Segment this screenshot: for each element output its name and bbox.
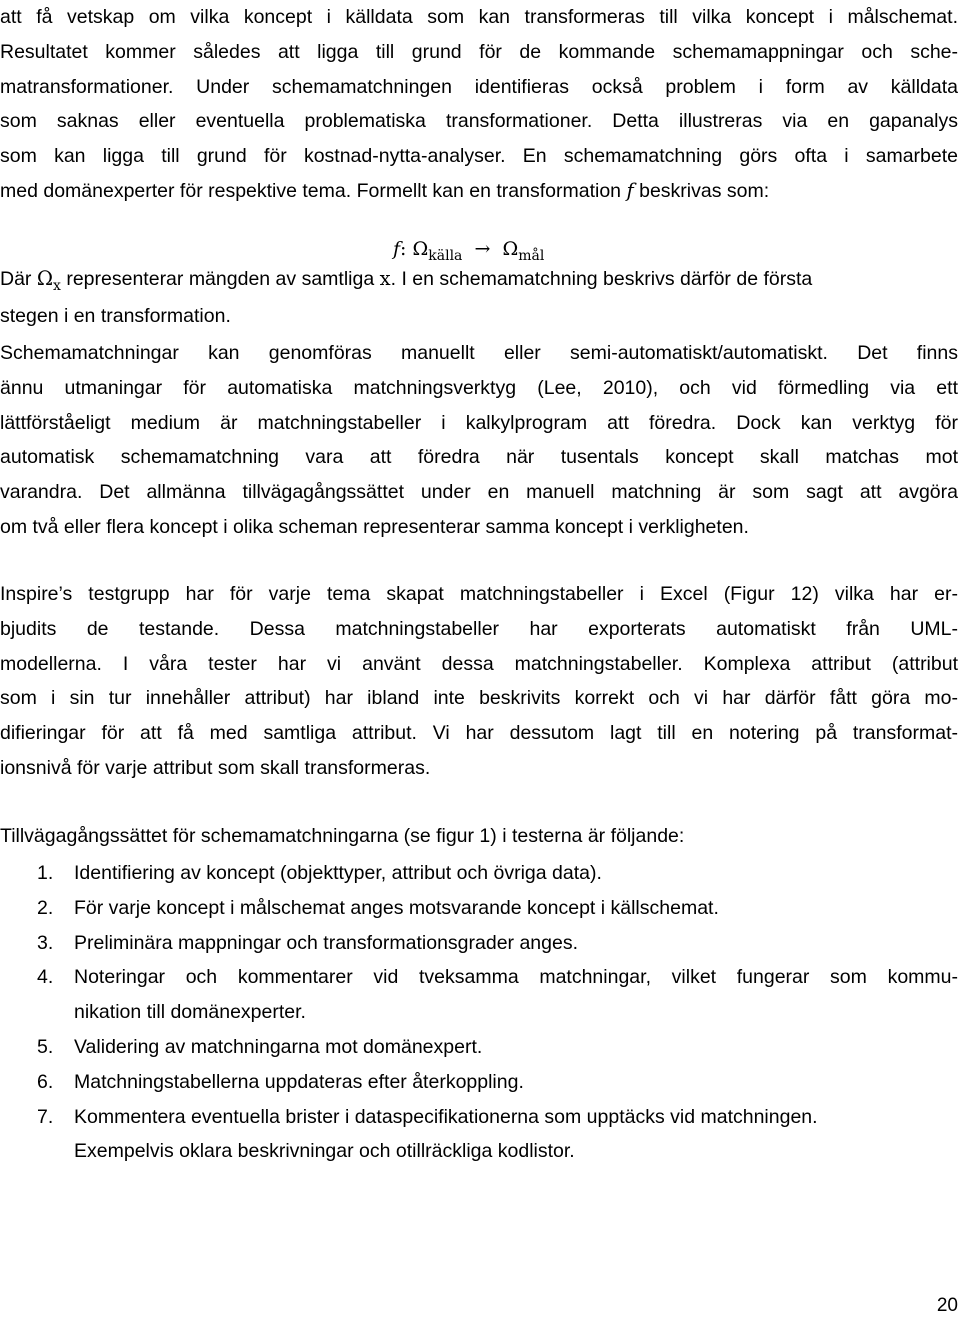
text-fragment: representerar mängden av samtliga — [66, 268, 375, 290]
paragraph-matching-methods — [0, 336, 958, 545]
list-item-text: Preliminära mappningar och transformationsgrader anges. — [74, 931, 579, 954]
text-line: Inspire’s testgrupp har för varje tema skapat matchningstabeller i Excel (Figur 12) vilka har er- — [0, 583, 958, 605]
text-line: om två eller flera koncept i olika scheman representerar samma koncept i verkligheten. — [0, 515, 749, 538]
paragraph-inspire-testgroup — [0, 577, 958, 786]
text-line: automatisk schemamatchning vara att föredra när tusentals koncept skall matchas mot — [0, 446, 958, 469]
list-item-text: För varje koncept i målschemat anges motsvarande koncept i källschemat. — [74, 896, 719, 919]
list-item-text: Matchningstabellerna uppdateras efter återkoppling. — [74, 1070, 524, 1093]
formula-arrow: → — [474, 238, 491, 260]
text-line: Resultatet kommer således att ligga till grund för de kommande schemamappningar och sche- — [0, 40, 958, 63]
text-fragment: . I en schemamatchning beskrivs därför de första — [390, 268, 813, 290]
text-line-with-variable — [0, 174, 958, 209]
formula-colon: : — [400, 238, 407, 260]
text-fragment: med domänexperter för respektive tema. Formellt kan en transformation — [0, 179, 622, 202]
paragraph-procedure-intro — [0, 819, 958, 854]
text-line-with-math — [0, 262, 958, 299]
list-item — [0, 926, 958, 961]
text-line: att få vetskap om vilka koncept i källdata som kan transformeras till vilka koncept i målschemat. — [0, 6, 958, 28]
list-item-text: Identifiering av koncept (objekttyper, attribut och övriga data). — [74, 862, 602, 884]
text-line: bjudits de testande. Dessa matchningstabeller har exporterats automatiskt från UML- — [0, 617, 958, 640]
math-x: x — [379, 267, 391, 290]
list-item — [0, 1030, 958, 1065]
list-item-number: 4. — [37, 966, 54, 989]
text-line: difieringar för att få med samtliga attribut. Vi har dessutom lagt till en notering på transformat- — [0, 722, 958, 745]
text-line: modellerna. I våra tester har vi använt dessa matchningstabeller. Komplexa attribut (attribut — [0, 652, 958, 675]
list-item-number: 5. — [37, 1035, 54, 1058]
text-line: lättförståeligt medium är matchningstabeller i kalkylprogram att föredra. Dock kan verktyg för — [0, 411, 958, 434]
list-item-text: Noteringar och kommentarer vid tveksamma matchningar, vilket fungerar som kommu- — [74, 966, 958, 989]
text-line: ännu utmaningar för automatiska matchningsverktyg (Lee, 2010), och vid förmedling via ett — [0, 376, 958, 399]
text-line: ionsnivå för varje attribut som skall transformeras. — [0, 756, 431, 779]
list-item-number: 6. — [37, 1070, 54, 1093]
math-omega-subscript: x — [53, 278, 61, 294]
paragraph-formula-explanation — [0, 262, 958, 334]
text-fragment: beskrivas som: — [639, 179, 770, 202]
math-omega: Ω — [36, 267, 54, 290]
list-item — [0, 1100, 958, 1170]
text-line: Tillvägagångssättet för schemamatchningarna (se figur 1) i testerna är följande: — [0, 825, 685, 847]
math-variable-f: f — [626, 178, 634, 202]
formula-function-f: f — [393, 238, 401, 260]
text-fragment: Där — [0, 268, 32, 290]
list-item-text-continued: Exempelvis oklara beskrivningar och otillräckliga kodlistor. — [74, 1140, 575, 1163]
list-item-text: Kommentera eventuella brister i dataspecifikationerna som upptäcks vid matchningen. — [74, 1105, 818, 1128]
paragraph-schema-matching-intro — [0, 0, 958, 209]
formula-omega-source: Ω — [412, 238, 429, 260]
text-line: varandra. Det allmänna tillvägagångssättet under en manuell matchning är som sagt att avgöra — [0, 481, 958, 504]
list-item-text-continued: nikation till domänexperter. — [74, 1001, 306, 1024]
text-line: som i sin tur innehåller attribut) har ibland inte beskrivits korrekt och vi har därför fått göra mo- — [0, 687, 958, 710]
page-number: 20 — [936, 1295, 958, 1316]
list-item — [0, 891, 958, 926]
text-line: som kan ligga till grund för kostnad-nytta-analyser. En schemamatchning görs ofta i samarbete — [0, 145, 958, 168]
list-item-number: 3. — [37, 931, 54, 954]
formula-subscript-source: källa — [428, 248, 463, 264]
list-item — [0, 856, 958, 891]
formula-subscript-target: mål — [518, 248, 545, 264]
list-item-number: 7. — [37, 1105, 54, 1128]
list-item-number: 1. — [37, 862, 54, 884]
text-line: Schemamatchningar kan genomföras manuellt eller semi-automatiskt/automatiskt. Det finns — [0, 342, 958, 364]
list-item — [0, 1065, 958, 1100]
formula-omega-target: Ω — [502, 238, 519, 260]
list-item — [0, 960, 958, 1030]
list-item-text: Validering av matchningarna mot domänexpert. — [74, 1035, 483, 1058]
text-line: som saknas eller eventuella problematiska transformationer. Detta illustreras via en gapanalys — [0, 110, 958, 133]
procedure-steps-list — [0, 856, 958, 1169]
text-line: stegen i en transformation. — [0, 304, 231, 327]
list-item-number: 2. — [37, 896, 54, 919]
text-line: matransformationer. Under schemamatchningen identifieras också problem i form av källdata — [0, 75, 958, 98]
